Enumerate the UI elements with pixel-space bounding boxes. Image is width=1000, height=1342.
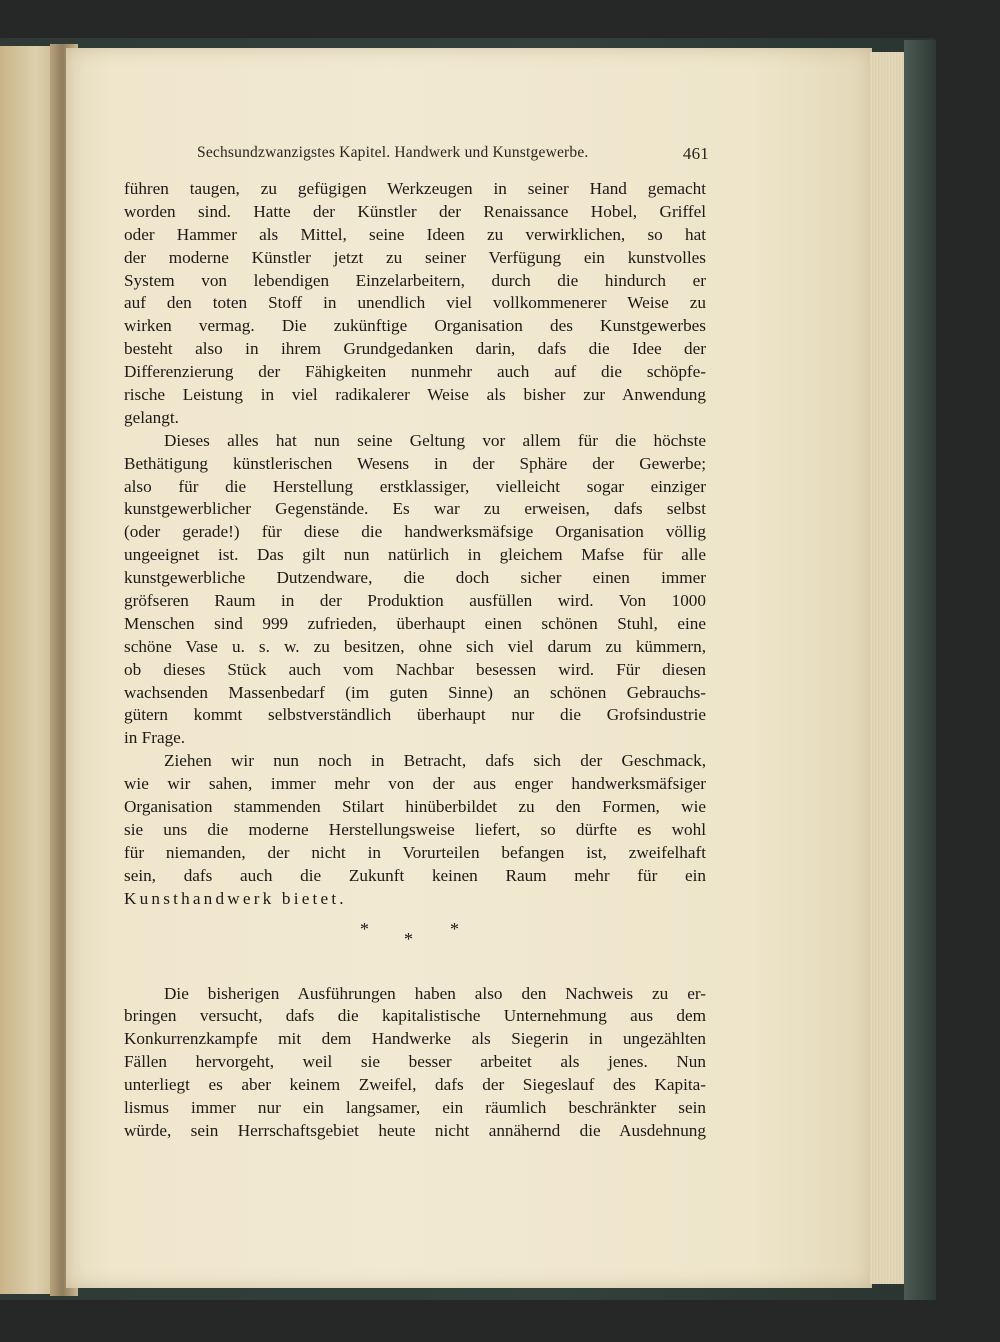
page-stack-edge: [870, 52, 908, 1284]
asterisk: *: [450, 918, 459, 939]
text-line: sein, dafs auch die Zukunft keinen Raum mehr für ein: [124, 865, 706, 885]
text-line: in Frage.: [124, 728, 186, 748]
text-line: würde, sein Herrschaftsgebiet heute nicht annähernd die Ausdehnung: [124, 1120, 706, 1140]
text-line: auf den toten Stoff in unendlich viel vollkommenerer Weise zu: [124, 293, 706, 313]
text-line: bringen versucht, dafs die kapitalistische Unternehmung aus dem: [124, 1006, 706, 1026]
text-line: kunstgewerbliche Dutzendware, die doch sicher einen immer: [124, 568, 706, 588]
section-separator: [124, 919, 706, 967]
text-line: Kunsthandwerk bietet.: [124, 888, 347, 908]
asterisk: *: [404, 928, 413, 949]
text-line: Bethätigung künstlerischen Wesens in der Sphäre der Gewerbe;: [124, 453, 706, 473]
text-line: führen taugen, zu gefügigen Werkzeugen in seiner Hand gemacht: [124, 179, 706, 198]
text-line: lismus immer nur ein langsamer, ein räumlich beschränkter sein: [124, 1097, 706, 1117]
text-line: Die bisherigen Ausführungen haben also den Nachweis zu er-: [164, 983, 706, 1003]
text-line: sie uns die moderne Herstellungsweise liefert, so dürfte es wohl: [124, 819, 706, 839]
text-line: wie wir sahen, immer mehr von der aus enger handwerksmäfsiger: [124, 774, 706, 794]
paragraph-4: [124, 983, 706, 1143]
text-line: gelangt.: [124, 407, 179, 427]
page-number: 461: [682, 144, 709, 163]
text-line: ungeeignet ist. Das gilt nun natürlich in gleichem Mafse für alle: [124, 545, 706, 565]
text-line: wirken vermag. Die zukünftige Organisation des Kunstgewerbes: [124, 316, 706, 336]
text-line: ob dieses Stück auch vom Nachbar besessen wird. Für diesen: [124, 659, 706, 679]
text-line: gröfseren Raum in der Produktion ausfüllen wird. Von 1000: [124, 591, 706, 611]
cover-edge: [904, 40, 936, 1300]
body-text: [124, 178, 706, 1143]
text-line: Fällen hervorgeht, weil sie besser arbeitet als jenes. Nun: [124, 1052, 706, 1072]
running-head-title: Sechsundzwanzigstes Kapitel. Handwerk und Kunstgewerbe.: [197, 144, 589, 161]
text-line: also für die Herstellung erstklassiger, vielleicht sogar einziger: [124, 476, 706, 496]
text-line: Organisation stammenden Stilart hinüberbildet zu den Formen, wie: [124, 797, 706, 817]
text-line: besteht also in ihrem Grundgedanken darin, dafs die Idee der: [124, 339, 706, 359]
text-line: (oder gerade!) für diese die handwerksmäfsige Organisation völlig: [124, 522, 706, 542]
text-line: kunstgewerblicher Gegenstände. Es war zu erweisen, dafs selbst: [124, 499, 706, 519]
text-line: System von lebendigen Einzelarbeitern, durch die hindurch er: [124, 270, 706, 290]
text-line: wachsenden Massenbedarf (im guten Sinne) an schönen Gebrauchs-: [124, 682, 706, 702]
text-line: Dieses alles hat nun seine Geltung vor allem für die höchste: [164, 430, 706, 450]
text-line: worden sind. Hatte der Künstler der Renaissance Hobel, Griffel: [124, 201, 706, 221]
text-line: schöne Vase u. s. w. zu besitzen, ohne sich viel darum zu kümmern,: [124, 636, 706, 656]
text-line: oder Hammer als Mittel, seine Ideen zu verwirklichen, so hat: [124, 224, 706, 244]
text-line: Konkurrenzkampfe mit dem Handwerke als Siegerin in ungezählten: [124, 1029, 706, 1049]
text-line: gütern kommt selbstverständlich überhaupt nur die Grofsindustrie: [124, 705, 706, 725]
running-head: [197, 144, 709, 168]
asterisk: *: [360, 918, 369, 939]
paragraph-2: [124, 430, 706, 750]
text-line: Menschen sind 999 zufrieden, überhaupt einen schönen Stuhl, eine: [124, 613, 706, 633]
text-line: unterliegt es aber keinem Zweifel, dafs der Siegeslauf des Kapita-: [124, 1075, 706, 1095]
text-line: der moderne Künstler jetzt zu seiner Verfügung ein kunstvolles: [124, 247, 706, 267]
text-line: rische Leistung in viel radikalerer Weise als bisher zur Anwendung: [124, 385, 706, 405]
text-line: Differenzierung der Fähigkeiten nunmehr auch auf die schöpfe-: [124, 362, 706, 382]
text-line: für niemanden, der nicht in Vorurteilen befangen ist, zweifelhaft: [124, 842, 706, 862]
paragraph-3: [124, 750, 706, 910]
text-line: Ziehen wir nun noch in Betracht, dafs sich der Geschmack,: [164, 751, 706, 771]
paragraph-1: [124, 178, 706, 430]
